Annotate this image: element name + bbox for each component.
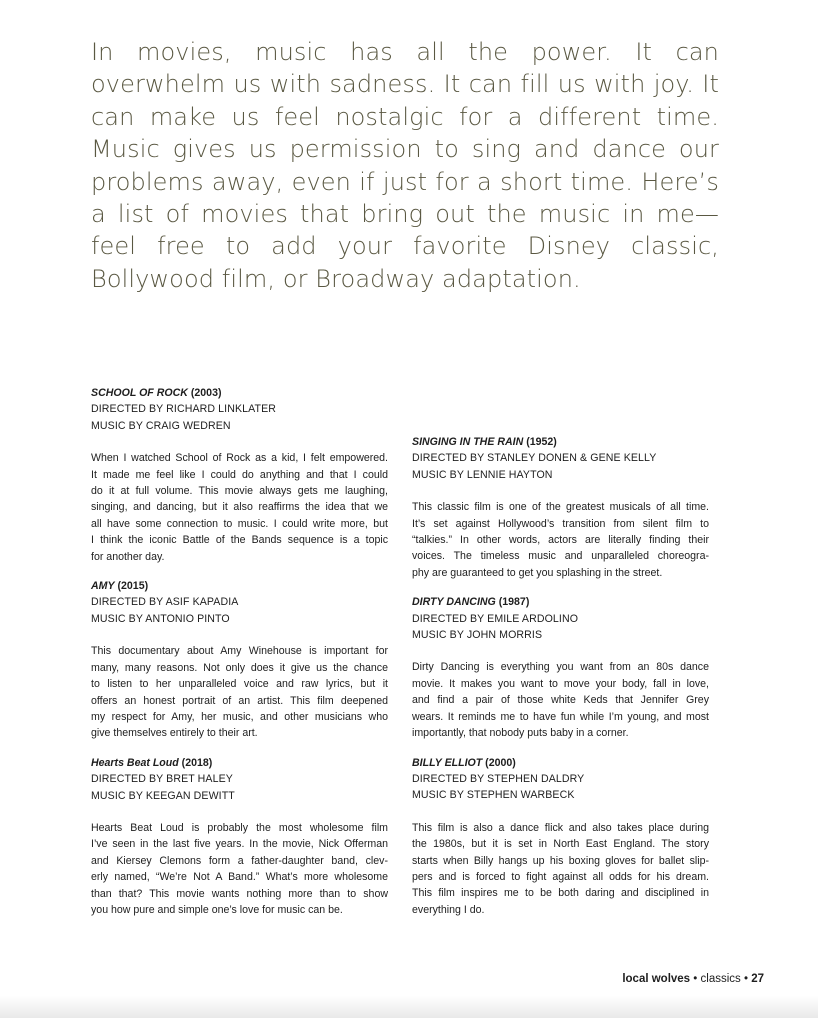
movie-title-line bbox=[91, 755, 388, 771]
review-line: wears. It reminds me to have fun while I’m young, and most bbox=[412, 710, 709, 723]
movie-title: Hearts Beat Loud bbox=[91, 756, 179, 769]
movie-entry-singing-in-the-rain bbox=[412, 434, 709, 581]
review-line: I think the iconic Battle of the Bands sequence is a topic bbox=[91, 534, 388, 547]
review-line: This film is also a dance flick and also takes place during bbox=[412, 821, 709, 834]
movie-review bbox=[412, 820, 709, 918]
review-line: starts when Billy hangs up his boxing gloves for ballet slip- bbox=[412, 854, 709, 867]
review-line: This film inspires me to be both daring and disciplined in bbox=[412, 887, 709, 900]
review-line: to listen to her unparalleled voice and raw lyrics, but it bbox=[91, 678, 388, 691]
review-line: Dirty Dancing is everything you want from an 80s dance bbox=[412, 661, 709, 674]
director-credit: DIRECTED BY STANLEY DONEN & GENE KELLY bbox=[412, 452, 657, 465]
music-credit: MUSIC BY CRAIG WEDREN bbox=[91, 419, 231, 432]
page-footer bbox=[622, 973, 764, 985]
review-line: my respect for Amy, her music, and other musicians who bbox=[91, 710, 388, 723]
movie-title: SINGING IN THE RAIN bbox=[412, 436, 524, 448]
review-line: It made me feel like I could do anything and that I could bbox=[91, 468, 388, 481]
movie-review bbox=[412, 659, 709, 741]
movie-title-line bbox=[412, 755, 709, 771]
movie-entry-billy-elliot bbox=[412, 755, 709, 919]
director-credit: DIRECTED BY ASIF KAPADIA bbox=[91, 596, 239, 609]
review-line: Hearts Beat Loud is probably the most wholesome film bbox=[91, 821, 388, 834]
movie-title-line bbox=[91, 385, 388, 401]
movie-entry-dirty-dancing bbox=[412, 594, 709, 741]
footer-separator: • bbox=[690, 973, 701, 985]
review-line: than that? This movie wants nothing more than to show bbox=[91, 887, 388, 900]
movie-entry-school-of-rock bbox=[91, 385, 388, 565]
review-line: This classic film is one of the greatest musicals of all time. bbox=[412, 501, 709, 514]
review-line: pers and is forced to fight against all odds for his dream. bbox=[412, 870, 709, 883]
director-credit: DIRECTED BY BRET HALEY bbox=[91, 773, 233, 786]
review-line: It’s set against Hollywood’s transition from silent film to bbox=[412, 517, 709, 530]
movie-review bbox=[91, 820, 388, 918]
director-credit: DIRECTED BY STEPHEN DALDRY bbox=[412, 772, 585, 785]
review-line: singing, and dancing, but it also reaffirms the idea that we bbox=[91, 501, 388, 514]
review-line: for another day. bbox=[91, 550, 165, 563]
review-line: offers an honest portrait of an artist. This film deepened bbox=[91, 694, 388, 707]
movie-title: AMY bbox=[91, 580, 115, 593]
review-line: all have some connection to music. I could write more, but bbox=[91, 517, 388, 530]
music-credit: MUSIC BY ANTONIO PINTO bbox=[91, 612, 230, 625]
section-name: classics bbox=[700, 973, 741, 985]
page-edge-shadow bbox=[0, 996, 818, 1018]
right-column bbox=[412, 434, 709, 931]
director-credit: DIRECTED BY EMILE ARDOLINO bbox=[412, 612, 579, 625]
movie-title-line bbox=[412, 594, 709, 610]
intro-paragraph: In movies, music has all the power. It can overwhelm us with sadness. It can fill us with joy. It can make us feel nostalgic for a different time. Music gives us permission to sing and dance our problems away, even if just for a short time. Here’s a list of movies that bring out the music in me—feel free to add your favorite Disney classic, Bollywood film, or Broadway adaptation. bbox=[91, 38, 719, 293]
movie-year: (2015) bbox=[114, 580, 149, 593]
review-line: This documentary about Amy Winehouse is important for bbox=[91, 645, 388, 658]
review-line: and find a pair of those white Keds that Jennifer Grey bbox=[412, 694, 709, 707]
movie-entry-amy bbox=[91, 578, 388, 742]
movie-title-line bbox=[412, 434, 709, 450]
movie-title-line bbox=[91, 578, 388, 594]
movie-year: (2003) bbox=[187, 387, 222, 399]
review-line: movie. It makes you want to move your body, fall in love, bbox=[412, 677, 709, 690]
director-credit: DIRECTED BY RICHARD LINKLATER bbox=[91, 403, 276, 416]
magazine-name: local wolves bbox=[622, 973, 691, 985]
review-line: you how pure and simple one’s love for music can be. bbox=[91, 903, 343, 916]
review-line: the 1980s, but it is set in North East England. The story bbox=[412, 838, 709, 851]
review-line: “talkies.” In other words, actors are literally finding their bbox=[412, 534, 709, 547]
music-credit: MUSIC BY STEPHEN WARBECK bbox=[412, 789, 575, 802]
movie-title: BILLY ELLIOT bbox=[412, 756, 483, 769]
footer-separator: • bbox=[740, 973, 752, 985]
review-line: everything I do. bbox=[412, 903, 485, 916]
left-column bbox=[91, 385, 388, 931]
music-credit: MUSIC BY KEEGAN DEWITT bbox=[91, 789, 235, 802]
movie-year: (1952) bbox=[523, 436, 557, 448]
movie-title: SCHOOL OF ROCK bbox=[91, 387, 188, 399]
review-line: do it at full volume. This movie always gets me laughing, bbox=[91, 485, 388, 498]
movie-entry-hearts-beat-loud bbox=[91, 755, 388, 919]
page-number: 27 bbox=[751, 973, 764, 985]
movie-review bbox=[91, 643, 388, 741]
movie-year: (2018) bbox=[178, 756, 213, 769]
music-credit: MUSIC BY JOHN MORRIS bbox=[412, 629, 543, 642]
review-line: voices. The timeless music and unparalleled choreogra- bbox=[412, 550, 709, 563]
music-credit: MUSIC BY LENNIE HAYTON bbox=[412, 468, 553, 481]
movie-year: (1987) bbox=[495, 596, 530, 609]
review-line: phy are guaranteed to get you splashing in the street. bbox=[412, 566, 663, 579]
movie-review bbox=[91, 450, 388, 565]
review-line: I’ve seen in the last five years. In the movie, Nick Offerman bbox=[91, 838, 388, 851]
review-line: give themselves entirely to their art. bbox=[91, 727, 258, 740]
movie-title: DIRTY DANCING bbox=[412, 596, 496, 609]
movie-review bbox=[412, 499, 709, 581]
review-line: erly named, “We’re Not A Band.” What’s more wholesome bbox=[91, 871, 388, 884]
movie-year: (2000) bbox=[482, 756, 516, 769]
review-line: many, many reasons. Not only does it give us the chance bbox=[91, 661, 388, 674]
review-line: and Kiersey Clemons form a father-daughter band, clev- bbox=[91, 854, 388, 867]
review-line: When I watched School of Rock as a kid, I felt empowered. bbox=[91, 452, 388, 465]
review-line: importantly, that nobody puts baby in a corner. bbox=[412, 727, 629, 740]
